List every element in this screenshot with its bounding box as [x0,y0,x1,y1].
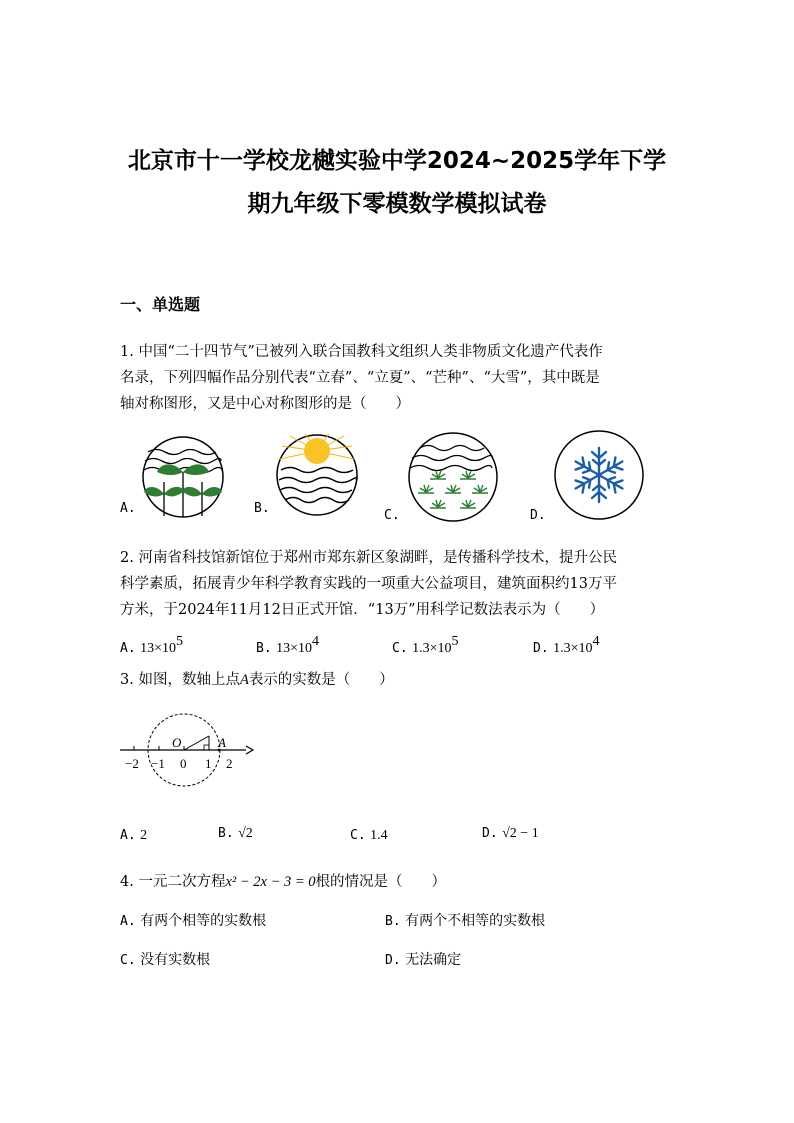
page-title-line2: 期九年级下零模数学模拟试卷 [247,191,547,217]
q1-option-c-label[interactable]: C. [384,508,400,523]
axis-origin-label: O [172,735,182,750]
axis-tick-label: −2 [125,756,139,771]
q3-option-d[interactable]: D. √2 − 1 [482,826,539,841]
q2-line2: 科学素质，拓展青少年科学教育实践的一项重大公益项目，建筑面积约13万平 [120,576,617,592]
lixia-figure [276,434,358,516]
q2-option-a[interactable]: A. $13\times 10^5$ [120,634,184,656]
q1-option-a-label[interactable]: A. [120,501,136,516]
section-heading: 一、单选题 [120,295,201,314]
q4-option-b[interactable]: B. 有两个不相等的实数根 [385,913,546,929]
lichun-figure [142,436,224,518]
q2-line1: 2. 河南省科技馆新馆位于郑州市郑东新区象湖畔，是传播科学技术，提升公民 [120,550,617,566]
q3-option-b[interactable]: B. √2 [218,826,253,841]
q4-option-d[interactable]: D. 无法确定 [385,952,462,968]
axis-tick-label: 2 [226,756,233,771]
q1-line2: 名录，下列四幅作品分别代表“立春”、“立夏”、“芒种”、“大雪”，其中既是 [120,370,600,386]
page-title-line1: 北京市十一学校龙樾实验中学2024~2025学年下学 [127,148,667,174]
axis-tick-label: −1 [151,756,165,771]
axis-point-label: A [218,735,226,750]
q4-option-c[interactable]: C. 没有实数根 [120,952,211,968]
q1-option-b-label[interactable]: B. [254,501,270,516]
q4-stem: 4. 一元二次方程x² − 2x − 3 = 0根的情况是（ ） [120,874,447,890]
q2-option-b[interactable]: B. $13\times 10^4$ [256,634,320,656]
q2-line3: 方米，于2024年11月12日正式开馆．“13万”用科学记数法表示为（ ） [120,602,605,618]
q3-stem: 3. 如图，数轴上点A表示的实数是（ ） [120,672,394,688]
mangzhong-figure [408,432,498,522]
number-line-figure [118,713,258,789]
daxue-figure [554,430,644,520]
q1-line3: 轴对称图形，又是中心对称图形的是（ ） [120,396,410,412]
axis-tick-label: 0 [180,756,187,771]
q2-option-c[interactable]: C. $1.3\times 10^5$ [392,634,459,656]
axis-tick-label: 1 [205,756,212,771]
q1-line1: 1. 中国“二十四节气”已被列入联合国教科文组织人类非物质文化遗产代表作 [120,344,603,360]
q2-option-d[interactable]: D. $1.3\times 10^4$ [533,634,600,656]
q4-option-a[interactable]: A. 有两个相等的实数根 [120,913,267,929]
q3-option-a[interactable]: A. 2 [120,828,148,843]
q3-option-c[interactable]: C. 1.4 [350,828,388,843]
q1-option-d-label[interactable]: D. [530,508,546,523]
